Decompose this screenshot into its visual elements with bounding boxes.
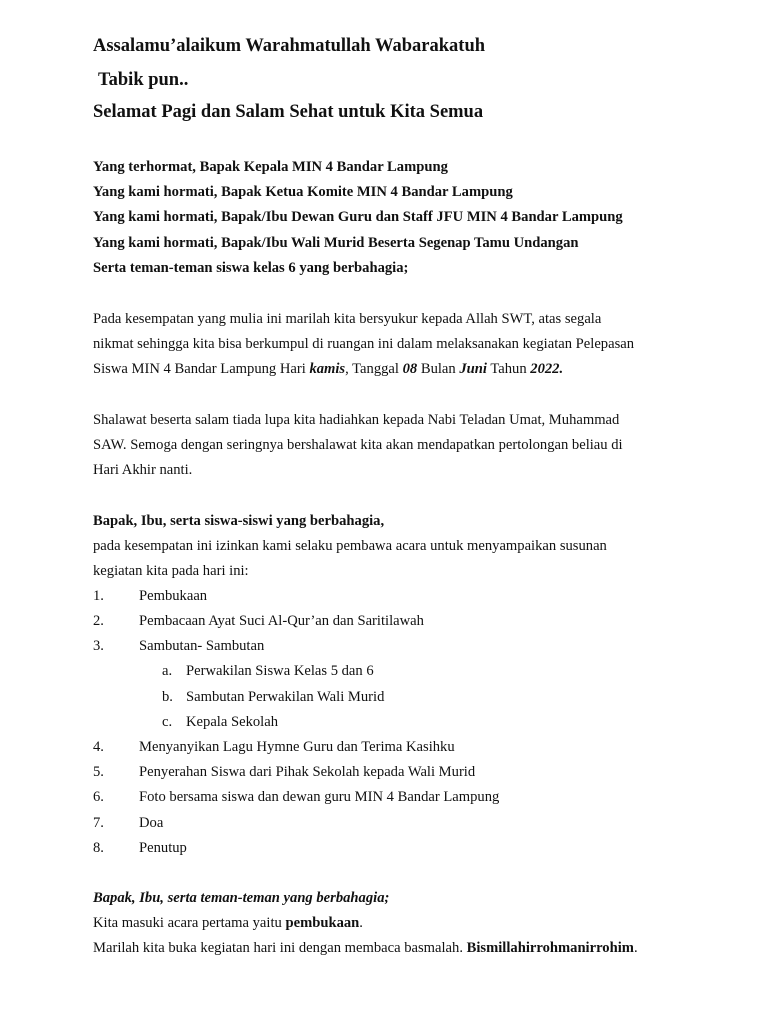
event-month: Juni xyxy=(459,361,487,377)
honorific-4: Yang kami hormati, Bapak/Ibu Wali Murid Beserta Segenap Tamu Undangan xyxy=(93,235,579,251)
honorific-2: Yang kami hormati, Bapak Ketua Komite MIN 4 Bandar Lampung xyxy=(93,184,513,200)
agenda-item-text: Foto bersama siswa dan dewan guru MIN 4 Bandar Lampung xyxy=(139,789,500,805)
greeting-tabik: Tabik pun.. xyxy=(98,70,189,90)
agenda-item-text: Penutup xyxy=(139,840,187,856)
agenda-item-number: 7. xyxy=(93,815,104,831)
agenda-subitem-text: Sambutan Perwakilan Wali Murid xyxy=(186,689,385,705)
pembukaan-bold: pembukaan xyxy=(285,915,360,931)
agenda-item-number: 5. xyxy=(93,764,104,780)
honorific-3: Yang kami hormati, Bapak/Ibu Dewan Guru dan Staff JFU MIN 4 Bandar Lampung xyxy=(93,209,623,225)
agenda-item-number: 4. xyxy=(93,739,104,755)
agenda-item-number: 6. xyxy=(93,789,104,805)
agenda-item-number: 8. xyxy=(93,840,104,856)
agenda-item-text: Sambutan- Sambutan xyxy=(139,638,265,654)
event-day: kamis xyxy=(309,361,346,377)
agenda-item-text: Menyanyikan Lagu Hymne Guru dan Terima Kasihku xyxy=(139,739,455,755)
greeting-salam: Assalamu’alaikum Warahmatullah Wabarakatuh xyxy=(93,36,486,56)
agenda-subitem-letter: b. xyxy=(162,689,173,705)
agenda-subitem-letter: c. xyxy=(162,714,173,730)
event-date: 08 xyxy=(402,361,418,377)
honorific-5: Serta teman-teman siswa kelas 6 yang berbahagia; xyxy=(93,260,409,276)
agenda-subitem-text: Perwakilan Siswa Kelas 5 dan 6 xyxy=(186,663,374,679)
honorific-1: Yang terhormat, Bapak Kepala MIN 4 Bandar Lampung xyxy=(93,159,448,175)
greeting-selamat-pagi: Selamat Pagi dan Salam Sehat untuk Kita Semua xyxy=(93,102,484,122)
agenda-intro-line-1: pada kesempatan ini izinkan kami selaku pembawa acara untuk menyampaikan susunan xyxy=(93,538,607,554)
basmalah-bold: Bismillahirrohmanirrohim xyxy=(466,940,634,956)
paragraph-2-line-1: Shalawat beserta salam tiada lupa kita hadiahkan kepada Nabi Teladan Umat, Muhammad xyxy=(93,412,620,428)
paragraph-2-line-2: SAW. Semoga dengan seringnya bershalawat kita akan mendapatkan pertolongan beliau di xyxy=(93,437,623,453)
agenda-intro-line-2: kegiatan kita pada hari ini: xyxy=(93,563,249,579)
paragraph-1-line-1: Pada kesempatan yang mulia ini marilah kita bersyukur kepada Allah SWT, atas segala xyxy=(93,311,602,327)
agenda-subitem-letter: a. xyxy=(162,663,173,679)
agenda-item-text: Pembacaan Ayat Suci Al-Qur’an dan Saritilawah xyxy=(139,613,424,629)
closing-heading: Bapak, Ibu, serta teman-teman yang berbahagia; xyxy=(93,890,390,906)
agenda-item-text: Doa xyxy=(139,815,164,831)
closing-line-2: Marilah kita buka kegiatan hari ini dengan membaca basmalah. Bismillahirrohmanirrohim. xyxy=(93,940,638,956)
paragraph-2-line-3: Hari Akhir nanti. xyxy=(93,462,193,478)
paragraph-1-line-2: nikmat sehingga kita bisa berkumpul di ruangan ini dalam melaksanakan kegiatan Pelepasan xyxy=(93,336,635,352)
agenda-item-number: 2. xyxy=(93,613,104,629)
agenda-item-number: 3. xyxy=(93,638,104,654)
paragraph-1-line-3: Siswa MIN 4 Bandar Lampung Hari kamis, Tanggal 08 Bulan Juni Tahun 2022. xyxy=(93,361,564,377)
agenda-item-number: 1. xyxy=(93,588,104,604)
agenda-heading: Bapak, Ibu, serta siswa-siswi yang berbahagia, xyxy=(93,513,385,529)
closing-line-1: Kita masuki acara pertama yaitu pembukaan. xyxy=(93,915,363,931)
agenda-subitem-text: Kepala Sekolah xyxy=(186,714,278,730)
agenda-item-text: Penyerahan Siswa dari Pihak Sekolah kepada Wali Murid xyxy=(139,764,476,780)
event-year: 2022. xyxy=(530,361,564,377)
agenda-item-text: Pembukaan xyxy=(139,588,208,604)
